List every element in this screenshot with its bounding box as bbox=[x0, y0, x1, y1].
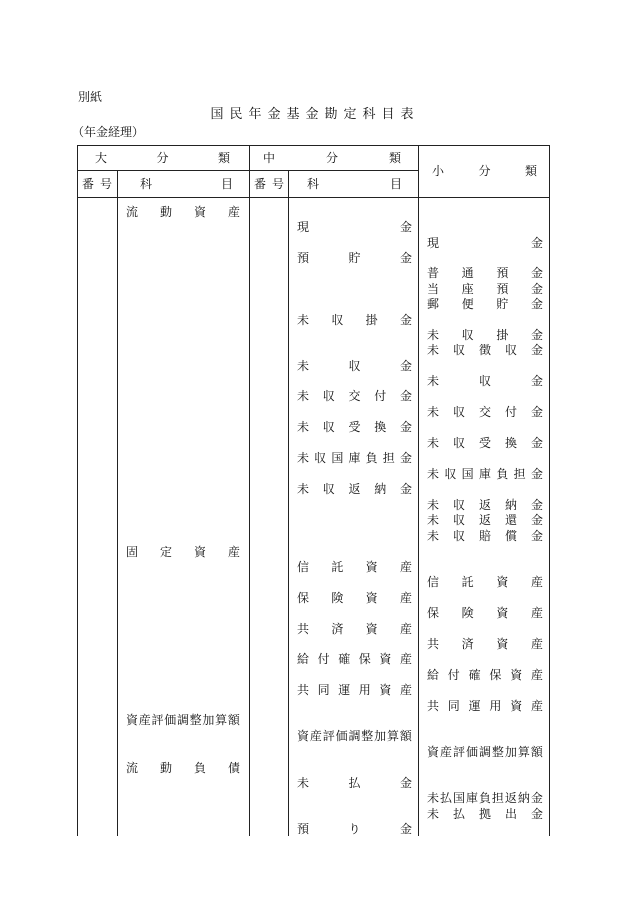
small-category-item: 給 付 確 保 資 産 bbox=[427, 668, 543, 682]
small-category-item: 未 収 金 bbox=[427, 374, 543, 388]
large-category-item: 固 定 資 産 bbox=[126, 545, 240, 559]
small-category-item: 未 収 徴 収 金 bbox=[427, 343, 543, 357]
header-bottom-line bbox=[77, 197, 550, 198]
small-category-item: 共 済 資 産 bbox=[427, 637, 543, 651]
header-divider bbox=[288, 170, 289, 197]
middle-category-item: 資 産 評 価 調 整 加 算 額 bbox=[297, 729, 412, 743]
small-category-item: 未 収 掛 金 bbox=[427, 328, 543, 342]
small-category-item: 資 産 評 価 調 整 加 算 額 bbox=[427, 745, 543, 759]
small-category-item: 未 収 返 納 金 bbox=[427, 498, 543, 512]
middle-category-item: 共 済 資 産 bbox=[297, 622, 412, 636]
middle-category-item: 未 収 返 納 金 bbox=[297, 482, 412, 496]
middle-category-item: 給 付 確 保 資 産 bbox=[297, 652, 412, 666]
small-category-item: 共 同 運 用 資 産 bbox=[427, 699, 543, 713]
header-item: 科 目 bbox=[140, 177, 233, 191]
middle-category-item: 未 収 金 bbox=[297, 359, 412, 373]
middle-category-item: 未 収 交 付 金 bbox=[297, 389, 412, 403]
column-divider bbox=[288, 197, 289, 836]
middle-category-item: 保 険 資 産 bbox=[297, 591, 412, 605]
header-number: 番 号 bbox=[254, 177, 284, 191]
middle-category-item: 未 収 掛 金 bbox=[297, 313, 412, 327]
middle-category-item: 現 金 bbox=[297, 220, 412, 234]
header-number: 番 号 bbox=[82, 177, 112, 191]
middle-category-item: 未 払 金 bbox=[297, 776, 412, 790]
middle-category-item: 預 り 金 bbox=[297, 822, 412, 836]
small-category-item: 未 払 国 庫 負 担 返 納 金 bbox=[427, 791, 543, 805]
large-category-item: 資 産 評 価 調 整 加 算 額 bbox=[126, 713, 240, 727]
small-category-item: 未 収 受 換 金 bbox=[427, 436, 543, 450]
small-category-item: 未 払 拠 出 金 bbox=[427, 807, 543, 821]
attachment-label: 別紙 bbox=[78, 90, 103, 104]
small-category-item: 当 座 預 金 bbox=[427, 282, 543, 296]
small-category-item: 未 収 国 庫 負 担 金 bbox=[427, 467, 543, 481]
middle-category-item: 信 託 資 産 bbox=[297, 560, 412, 574]
document-subtitle: （年金経理） bbox=[72, 125, 145, 139]
header-divider bbox=[77, 170, 418, 171]
middle-category-item: 未 収 国 庫 負 担 金 bbox=[297, 451, 412, 465]
small-category-item: 現 金 bbox=[427, 236, 543, 250]
document-title: 国民年金基金勘定科目表 bbox=[210, 107, 420, 122]
small-category-item: 普 通 預 金 bbox=[427, 266, 543, 280]
column-divider bbox=[117, 197, 118, 836]
column-divider bbox=[418, 145, 419, 836]
small-category-item: 未 収 交 付 金 bbox=[427, 405, 543, 419]
small-category-item: 未 収 賠 償 金 bbox=[427, 529, 543, 543]
header-divider bbox=[117, 170, 118, 197]
large-category-item: 流 動 負 債 bbox=[126, 761, 240, 775]
small-category-item: 郵 便 貯 金 bbox=[427, 297, 543, 311]
small-category-item: 信 託 資 産 bbox=[427, 575, 543, 589]
header-middle-category: 中 分 類 bbox=[263, 151, 401, 165]
header-item: 科 目 bbox=[307, 177, 402, 191]
middle-category-item: 未 収 受 換 金 bbox=[297, 420, 412, 434]
header-small-category: 小 分 類 bbox=[432, 164, 537, 178]
large-category-item: 流 動 資 産 bbox=[126, 205, 240, 219]
small-category-item: 保 険 資 産 bbox=[427, 606, 543, 620]
middle-category-item: 預 貯 金 bbox=[297, 251, 412, 265]
header-large-category: 大 分 類 bbox=[95, 151, 230, 165]
middle-category-item: 共 同 運 用 資 産 bbox=[297, 683, 412, 697]
small-category-item: 未 収 返 還 金 bbox=[427, 513, 543, 527]
column-divider bbox=[249, 145, 250, 836]
